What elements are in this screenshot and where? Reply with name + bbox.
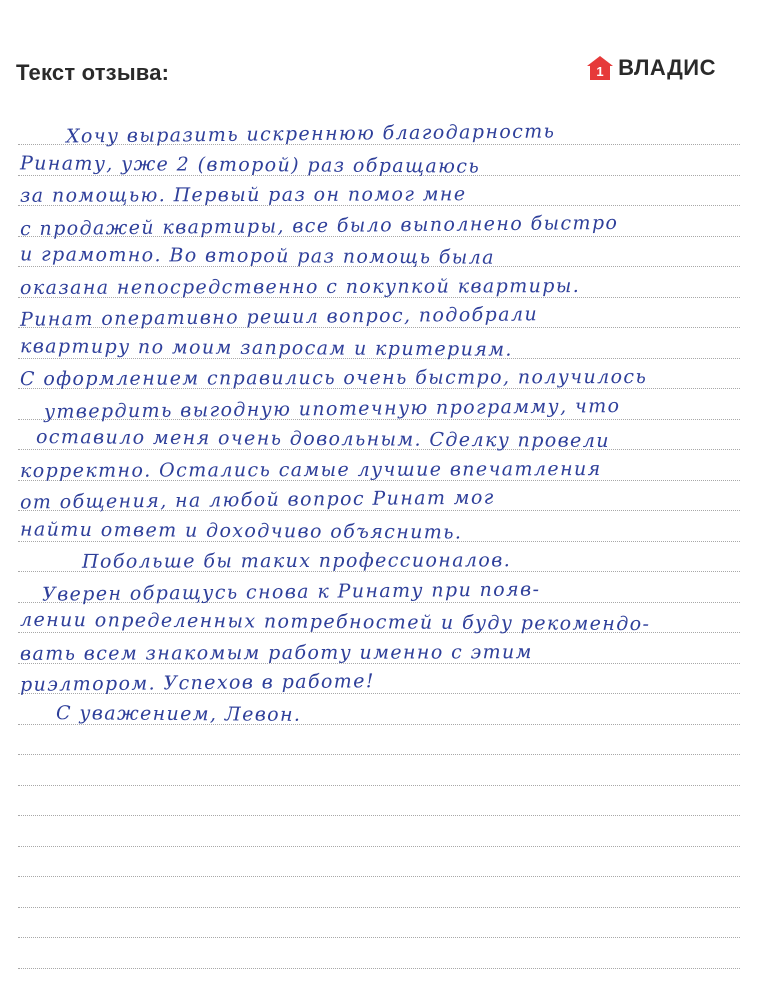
page-header	[0, 0, 760, 100]
review-line: Ринат оперативно решил вопрос, подобрали	[19, 303, 539, 331]
review-line: Ринату, уже 2 (второй) раз обращаюсь	[19, 151, 481, 178]
review-line: утвердить выгодную ипотечную программу, что	[43, 394, 621, 423]
house-icon	[586, 54, 614, 82]
ruled-line	[18, 754, 740, 755]
review-line: корректно. Остались самые лучшие впечатления	[19, 457, 602, 482]
ruled-line	[18, 907, 740, 908]
page-title: Текст отзыва:	[16, 60, 170, 85]
ruled-line	[18, 968, 740, 969]
handwritten-review	[18, 100, 740, 980]
review-line: С оформлением справились очень быстро, получилось	[19, 365, 648, 391]
review-line: Хочу выразить искреннюю благодарность	[65, 120, 556, 148]
review-line: от общения, на любой вопрос Ринат мог	[19, 486, 495, 514]
ruled-line	[18, 785, 740, 786]
review-line: квартиру по моим запросам и критериям.	[19, 334, 513, 361]
review-line: за помощью. Первый раз он помог мне	[19, 183, 467, 207]
ruled-line	[18, 937, 740, 938]
logo-badge-number: 1	[596, 64, 604, 79]
ruled-line	[18, 815, 740, 816]
review-line: Уверен обращусь снова к Ринату при появ-	[41, 577, 541, 606]
review-line: найти ответ и доходчиво объяснить.	[19, 517, 463, 544]
review-line: оказана непосредственно с покупкой квартиры.	[19, 274, 581, 299]
review-line: оставило меня очень довольным. Сделку провели	[35, 425, 610, 453]
review-line: лении определенных потребностей и буду рекомендо-	[19, 608, 651, 636]
ruled-line	[18, 876, 740, 877]
review-line: риэлтором. Успехов в работе!	[19, 670, 375, 696]
review-line: Побольше бы таких профессионалов.	[81, 549, 512, 573]
vladis-logo	[586, 54, 716, 82]
review-line: и грамотно. Во второй раз помощь была	[19, 243, 495, 269]
ruled-line	[18, 846, 740, 847]
logo-text: ВЛАДИС	[618, 55, 716, 80]
review-line: с продажей квартиры, все было выполнено быстро	[19, 211, 619, 240]
review-line: С уважением, Левон.	[55, 701, 302, 726]
review-line: вать всем знакомым работу именно с этим	[19, 640, 533, 665]
